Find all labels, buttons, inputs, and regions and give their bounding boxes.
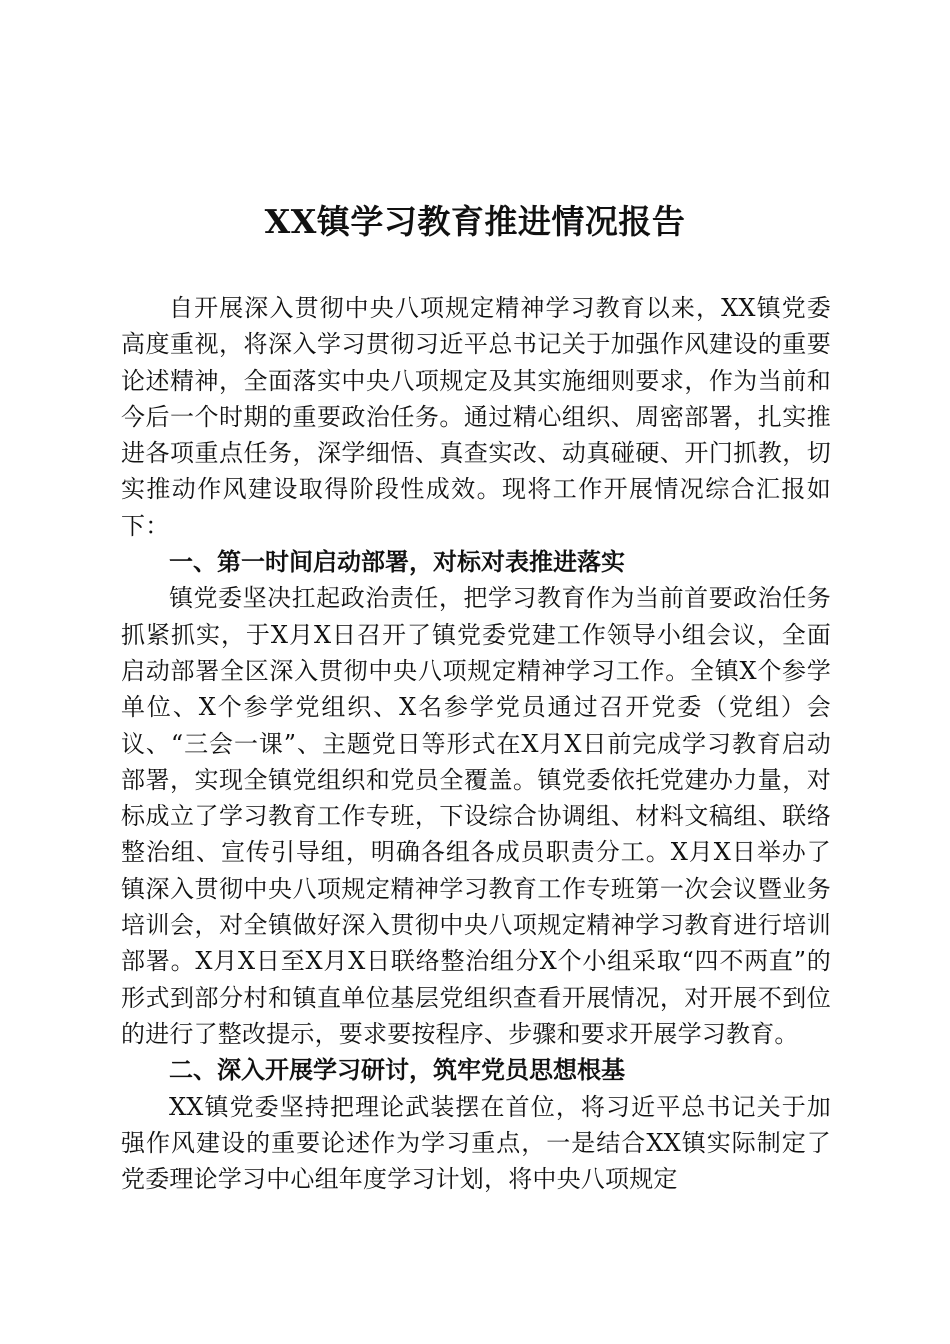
document-body bbox=[121, 290, 831, 1197]
section-1-paragraph: 镇党委坚决扛起政治责任，把学习教育作为当前首要政治任务抓紧抓实，于X月X日召开了镇党委党建工作领导小组会议，全面启动部署全区深入贯彻中央八项规定精神学习工作。全镇X个参学单位、X个参学党组织、X名参学党员通过召开党委（党组）会议、“三会一课”、主题党日等形式在X月X日前完成学习教育启动部署，实现全镇党组织和党员全覆盖。镇党委依托党建办力量，对标成立了学习教育工作专班，下设综合协调组、材料文稿组、联络整治组、宣传引导组，明确各组各成员职责分工。X月X日举办了镇深入贯彻中央八项规定精神学习教育工作专班第一次会议暨业务培训会，对全镇做好深入贯彻中央八项规定精神学习教育进行培训部署。X月X日至X月X日联络整治组分X个小组采取“四不两直”的形式到部分村和镇直单位基层党组织查看开展情况，对开展不到位的进行了整改提示，要求要按程序、步骤和要求开展学习教育。 bbox=[121, 584, 831, 1048]
intro-paragraph: 自开展深入贯彻中央八项规定精神学习教育以来，XX镇党委高度重视，将深入学习贯彻习近平总书记关于加强作风建设的重要论述精神，全面落实中央八项规定及其实施细则要求，作为当前和今后一个时期的重要政治任务。通过精心组织、周密部署，扎实推进各项重点任务，深学细悟、真查实改、动真碰硬、开门抓教，切实推动作风建设取得阶段性成效。现将工作开展情况综合汇报如下： bbox=[121, 294, 831, 540]
section-2-heading: 二、深入开展学习研讨，筑牢党员思想根基 bbox=[169, 1056, 625, 1085]
section-1-heading: 一、第一时间启动部署，对标对表推进落实 bbox=[169, 548, 625, 577]
section-2-paragraph: XX镇党委坚持把理论武装摆在首位，将习近平总书记关于加强作风建设的重要论述作为学习重点，一是结合XX镇实际制定了党委理论学习中心组年度学习计划，将中央八项规定 bbox=[121, 1092, 831, 1194]
document-title: XX镇学习教育推进情况报告 bbox=[264, 202, 686, 241]
